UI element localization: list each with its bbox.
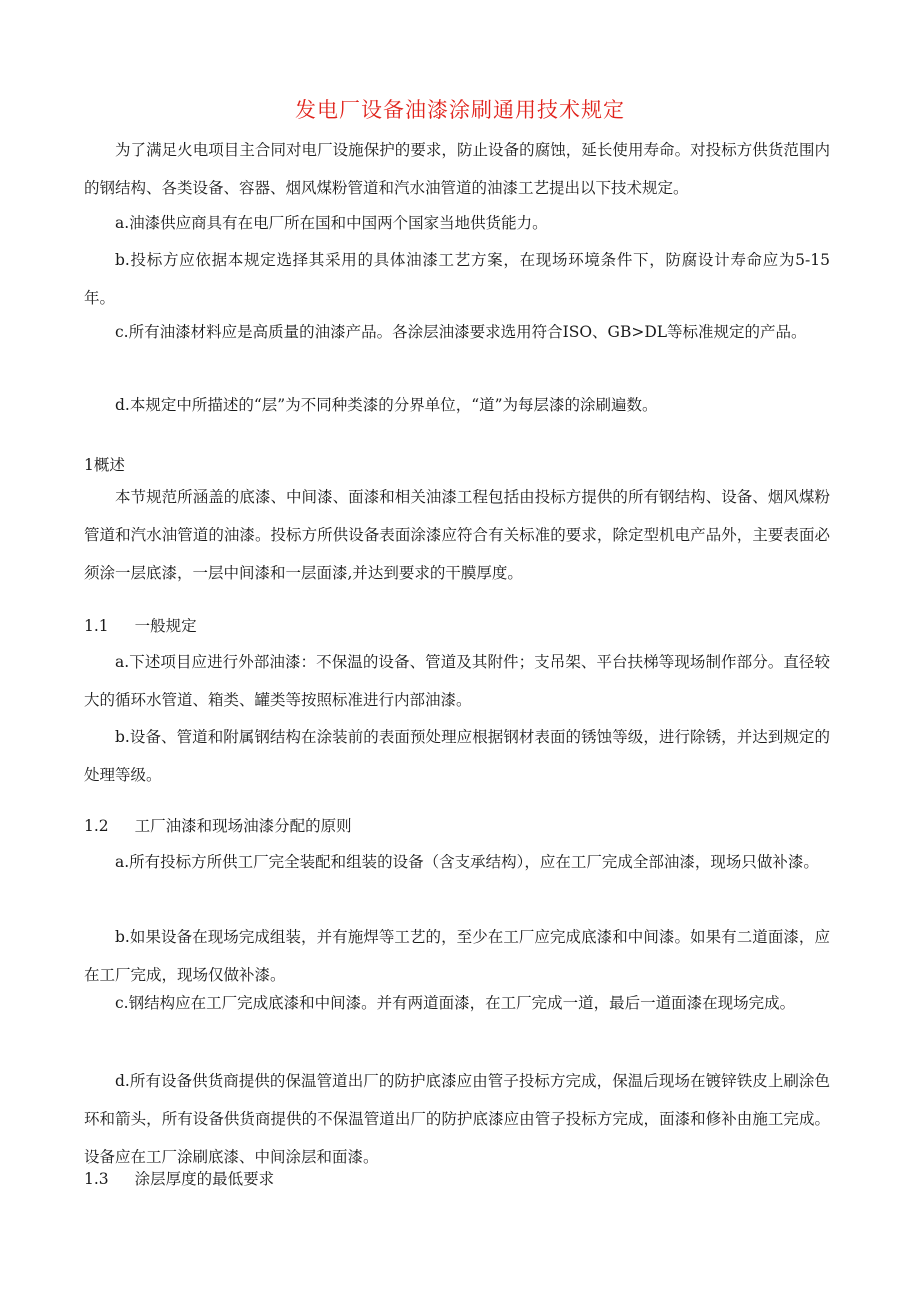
section-1-paragraph: 本节规范所涵盖的底漆、中间漆、面漆和相关油漆工程包括由投标方提供的所有钢结构、设备、烟风煤粉管道和汽水油管道的油漆。投标方所供设备表面涂漆应符合有关标准的要求，除定型机电产品外，主要表面必须涂一层底漆，一层中间漆和一层面漆,并达到要求的干膜厚度。 — [84, 488, 830, 582]
section-1-2-item-d: d.所有设备供货商提供的保温管道出厂的防护底漆应由管子投标方完成，保温后现场在镀锌铁皮上刷涂色环和箭头，所有设备供货商提供的不保温管道出厂的防护底漆应由管子投标方完成，面漆和修补由施工完成。设备应在工厂涂刷底漆、中间涂层和面漆。 — [84, 1072, 830, 1166]
section-1-2-item-b: b.如果设备在现场完成组装，并有施焊等工艺的，至少在工厂应完成底漆和中间漆。如果有二道面漆，应在工厂完成，现场仅做补漆。 — [84, 928, 830, 984]
section-1-2-heading — [84, 811, 830, 841]
section-1-1-heading — [84, 611, 830, 641]
section-number: 1.3 — [84, 1170, 109, 1188]
section-title: 涂层厚度的最低要求 — [134, 1170, 275, 1188]
intro-item-d: d.本规定中所描述的“层”为不同种类漆的分界单位，“道”为每层漆的涂刷遍数。 — [115, 396, 658, 414]
section-1-3-heading — [84, 1164, 830, 1194]
intro-paragraph: 为了满足火电项目主合同对电厂设施保护的要求，防止设备的腐蚀，延长使用寿命。对投标方供货范围内的钢结构、各类设备、容器、烟风煤粉管道和汽水油管道的油漆工艺提出以下技术规定。 — [84, 141, 830, 197]
intro-item-c: c.所有油漆材料应是高质量的油漆产品。各涂层油漆要求选用符合ISO、GB>DL等标准规定的产品。 — [115, 323, 807, 341]
section-1-heading: 1概述 — [84, 456, 125, 474]
intro-item-a: a.油漆供应商具有在电厂所在国和中国两个国家当地供货能力。 — [115, 214, 548, 232]
intro-item-b: b.投标方应依据本规定选择其采用的具体油漆工艺方案，在现场环境条件下，防腐设计寿命应为5-15年。 — [84, 251, 830, 307]
section-number: 1.2 — [84, 817, 109, 835]
section-number: 1.1 — [84, 617, 109, 635]
section-1-1-item-b: b.设备、管道和附属钢结构在涂装前的表面预处理应根据钢材表面的锈蚀等级，进行除锈，并达到规定的处理等级。 — [84, 728, 830, 784]
section-1-2-item-c: c.钢结构应在工厂完成底漆和中间漆。并有两道面漆，在工厂完成一道，最后一道面漆在现场完成。 — [115, 994, 796, 1012]
document-title: 发电厂设备油漆涂刷通用技术规定 — [295, 98, 625, 122]
section-title: 工厂油漆和现场油漆分配的原则 — [134, 817, 352, 835]
section-title: 一般规定 — [134, 617, 197, 635]
section-1-1-item-a: a.下述项目应进行外部油漆：不保温的设备、管道及其附件；支吊架、平台扶梯等现场制作部分。直径较大的循环水管道、箱类、罐类等按照标准进行内部油漆。 — [84, 653, 830, 709]
section-1-2-item-a: a.所有投标方所供工厂完全装配和组装的设备（含支承结构），应在工厂完成全部油漆，现场只做补漆。 — [115, 853, 819, 871]
